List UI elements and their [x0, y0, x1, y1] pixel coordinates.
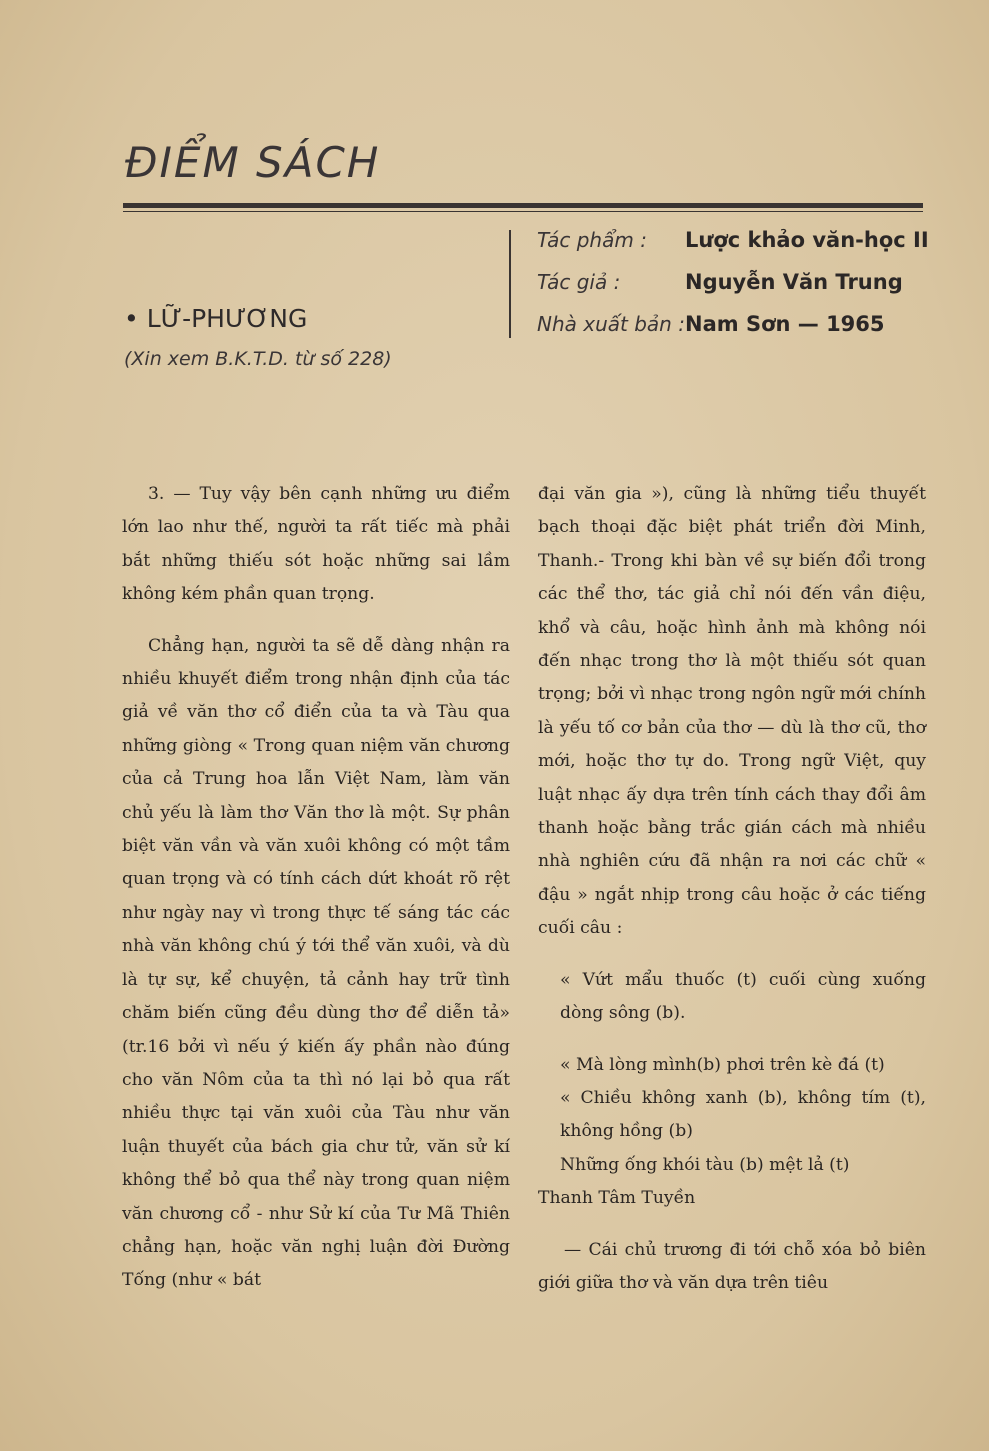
poem-line: Những ống khói tàu (b) mệt lả (t) [560, 1154, 850, 1175]
author-value: Nguyễn Văn Trung [685, 270, 903, 294]
reviewer-name: • LỮ-PHƯƠNG [124, 304, 308, 333]
work-label: Tác phẩm : [537, 228, 647, 252]
book-info-work [537, 228, 937, 270]
publisher-label: Nhà xuất bản : [537, 312, 685, 336]
poem-line: « Chiều không xanh (b), không tím (t), không hồng (b) [560, 1087, 926, 1142]
paragraph: Chẳng hạn, người ta sẽ dễ dàng nhận ra nhiều khuyết điểm trong nhận định của tác giả về văn thơ cổ điển của ta và Tàu qua những giòng « Trong quan niệm văn chương của cả Trung hoa lẫn Việt Nam, làm văn chủ yếu là làm thơ Văn thơ là một. Sự phân biệt văn vần và văn xuôi không có một tầm quan trọng và có tính cách dứt khoát rõ rệt như ngày nay vì trong thực tế sáng tác các nhà văn không chú ý tới thể văn xuôi, và dù là tự sự, kể chuyện, tả cảnh hay trữ tình chăm biến cũng đều dùng thơ để diễn tả» (tr.16 bởi vì nếu ý kiến ấy phần nào đúng cho văn Nôm của ta thì nó lại bỏ qua rất nhiều thực tại văn xuôi của Tàu như văn luận thuyết của bách gia chư tử, văn sử kí không thể bỏ qua thể này trong quan niệm văn chương cổ - như Sử kí của Tư Mã Thiên chẳng hạn, hoặc văn nghị luận đời Đường Tống (như « bát [122, 635, 510, 1291]
poem-line: « Mà lòng mình(b) phơi trên kè đá (t) [560, 1054, 885, 1075]
left-column [122, 478, 510, 1298]
paragraph: — Cái chủ trương đi tới chỗ xóa bỏ biên giới giữa thơ và văn dựa trên tiêu [538, 1239, 926, 1293]
paragraph: đại văn gia »), cũng là những tiểu thuyết bạch thoại đặc biệt phát triển đời Minh, Thanh.- Trong khi bàn về sự biến đổi trong các thể thơ, tác giả chỉ nói đến vần điệu, khổ và câu, hoặc hình ảnh mà không nói đến nhạc trong thơ là một thiếu sót quan trọng; bởi vì nhạc trong ngôn ngữ mới chính là yếu tố cơ bản của thơ — dù là thơ cũ, thơ mới, hoặc thơ tự do. Trong ngữ Việt, quy luật nhạc ấy dựa trên tính cách thay đổi âm thanh hoặc bằng trắc gián cách mà nhiều nhà nghiên cứu đã nhận ra nơi các chữ « đậu » ngắt nhịp trong câu hoặc ở các tiếng cuối câu : [538, 484, 926, 939]
author-label: Tác giả : [537, 270, 621, 294]
book-info-author [537, 270, 937, 312]
publisher-value: Nam Sơn — 1965 [685, 312, 885, 336]
poem-line: « Vứt mẩu thuốc (t) cuối cùng xuống dòng sông (b). [560, 969, 926, 1024]
series-reference: (Xin xem B.K.T.D. từ số 228) [124, 348, 392, 370]
poet-signature: Thanh Tâm Tuyền [538, 1188, 696, 1209]
paragraph: 3. — Tuy vậy bên cạnh những ưu điểm lớn lao như thế, người ta rất tiếc mà phải bắt những thiếu sót hoặc những sai lầm không kém phần quan trọng. [122, 484, 510, 605]
header-rule-thick [123, 203, 923, 208]
header-rule-thin [123, 211, 923, 212]
section-title: ĐIỂM SÁCH [125, 138, 381, 187]
book-info [537, 228, 937, 354]
vertical-divider [509, 230, 511, 338]
right-column [538, 478, 926, 1300]
work-value: Lược khảo văn-học II [685, 228, 929, 252]
book-info-publisher [537, 312, 937, 354]
